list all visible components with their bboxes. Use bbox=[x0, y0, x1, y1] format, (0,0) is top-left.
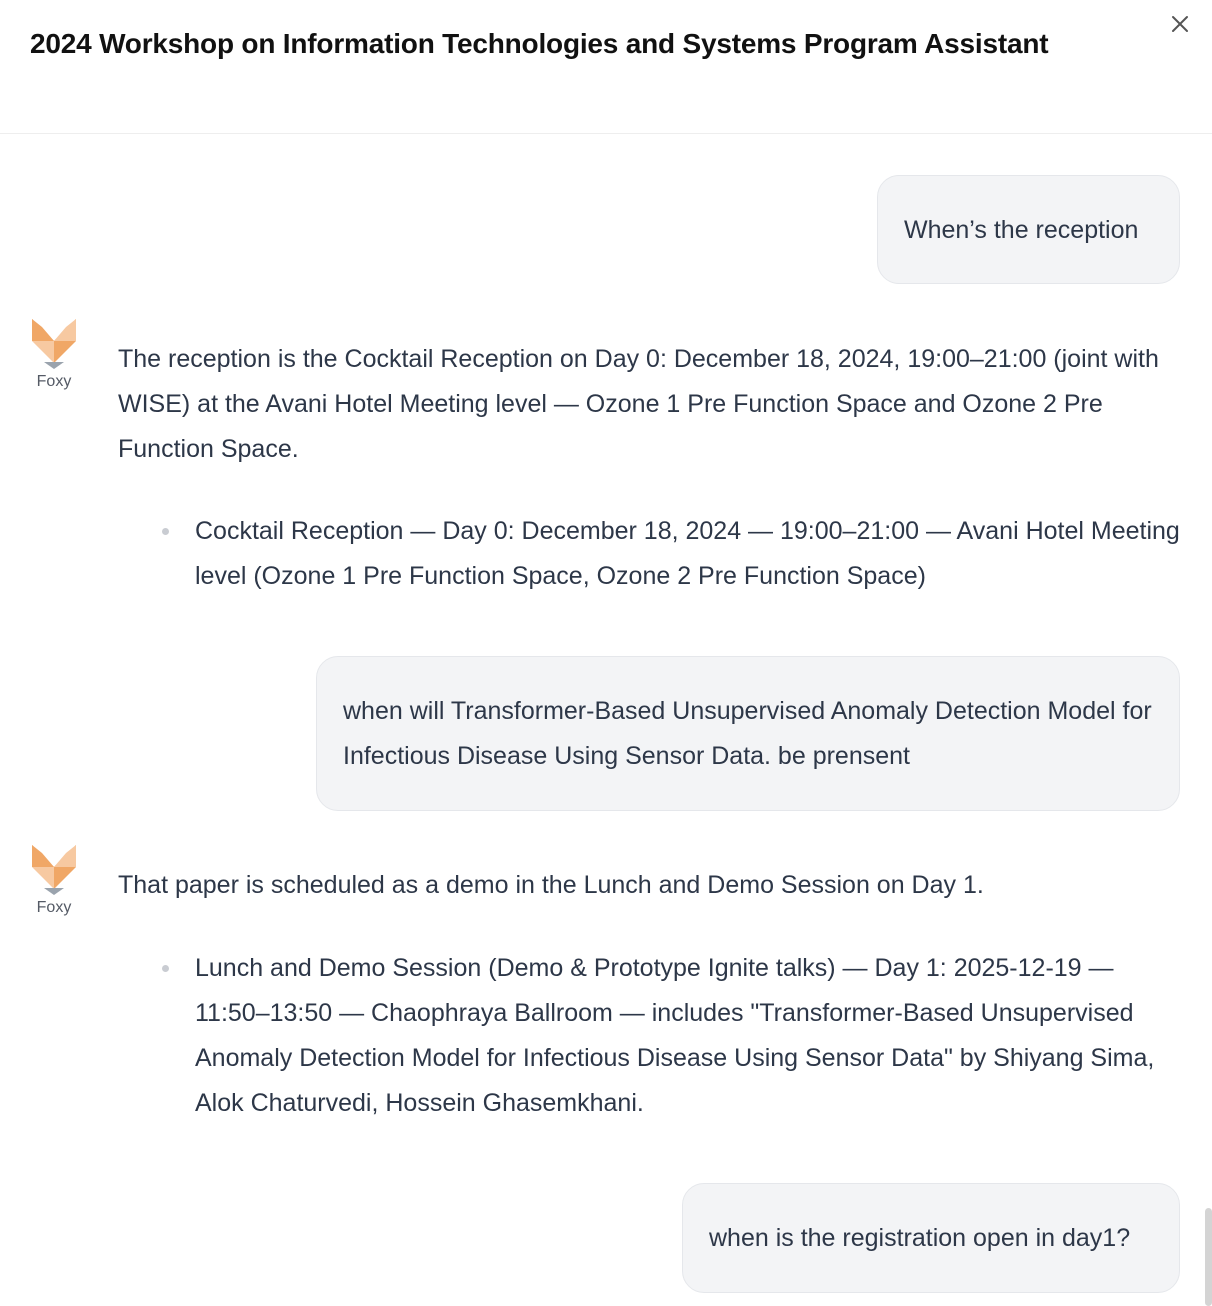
assistant-name: Foxy bbox=[36, 899, 72, 916]
bullet-list bbox=[195, 509, 1185, 599]
user-message-text: when is the registration open in day1? bbox=[709, 1224, 1131, 1252]
assistant-message-text: That paper is scheduled as a demo in the Lunch and Demo Session on Day 1. bbox=[118, 871, 984, 899]
list-item bbox=[195, 946, 1185, 1126]
user-message bbox=[316, 656, 1180, 811]
scrollbar-thumb[interactable] bbox=[1205, 1208, 1212, 1306]
close-icon bbox=[1170, 14, 1190, 34]
page-title: 2024 Workshop on Information Technologies and Systems Program Assistant bbox=[30, 28, 1049, 59]
dialog-header bbox=[0, 0, 1212, 134]
list-item-text: Lunch and Demo Session (Demo & Prototype Ignite talks) — Day 1: 2025-12-19 — 11:50–13:50 — Chaophraya Ballroom — includes "Transformer-Based Unsupervised Anomaly Detection Model for Infectious Disease Using Sensor Data" by Shiyang Sima, Alok Chaturvedi, Hossein Ghasemkhani. bbox=[195, 954, 1155, 1117]
list-item bbox=[195, 509, 1185, 599]
fox-logo-icon bbox=[30, 319, 78, 369]
close-button[interactable] bbox=[1166, 10, 1194, 38]
assistant-message-text: The reception is the Cocktail Reception on Day 0: December 18, 2024, 19:00–21:00 (joint with WISE) at the Avani Hotel Meeting level — Ozone 1 Pre Function Space and Ozone 2 Pre Function Space. bbox=[118, 345, 1159, 463]
user-message-text: When’s the reception bbox=[904, 216, 1139, 244]
avatar bbox=[28, 845, 80, 917]
user-message bbox=[877, 175, 1180, 284]
list-item-text: Cocktail Reception — Day 0: December 18, 2024 — 19:00–21:00 — Avani Hotel Meeting level (Ozone 1 Pre Function Space, Ozone 2 Pre Function Space) bbox=[195, 517, 1180, 590]
fox-logo-icon bbox=[30, 845, 78, 895]
bullet-dot bbox=[162, 528, 169, 535]
avatar bbox=[28, 319, 80, 391]
bullet-list bbox=[195, 946, 1185, 1126]
chat-transcript[interactable] bbox=[0, 134, 1212, 1306]
user-message-text: when will Transformer-Based Unsupervised Anomaly Detection Model for Infectious Disease Using Sensor Data. be prensent bbox=[343, 697, 1152, 770]
assistant-name: Foxy bbox=[36, 373, 72, 390]
user-message bbox=[682, 1183, 1180, 1293]
bullet-dot bbox=[162, 965, 169, 972]
